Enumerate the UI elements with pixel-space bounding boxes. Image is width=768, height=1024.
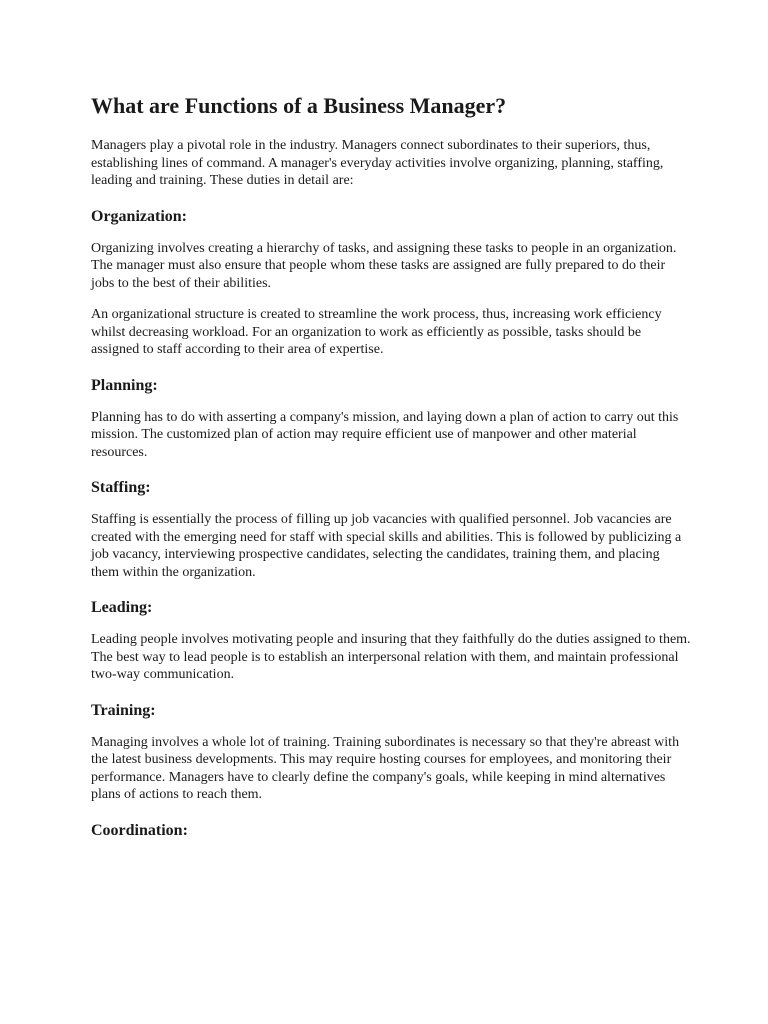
training-paragraph: Managing involves a whole lot of training. Training subordinates is necessary so that they're abreast with the latest business developments. This may require hosting courses for employees, and monitoring their performance. Managers have to clearly define the company's goals, while keeping in mind alternatives plans of actions to reach them. <box>91 734 680 802</box>
organization-paragraph-1: Organizing involves creating a hierarchy of tasks, and assigning these tasks to people in an organization. The manager must also ensure that people whom these tasks are assigned are fully prepared to do their jobs to the best of their abilities. <box>91 240 677 291</box>
section-heading-organization: Organization: <box>91 207 187 225</box>
section-heading-planning: Planning: <box>91 376 158 394</box>
section-heading-coordination: Coordination: <box>91 821 188 839</box>
section-heading-leading: Leading: <box>91 599 153 616</box>
document-page <box>91 92 691 854</box>
section-heading-training: Training: <box>91 701 156 719</box>
planning-paragraph: Planning has to do with asserting a company's mission, and laying down a plan of action to carry out this mission. The customized plan of action may require efficient use of manpower and other material resources. <box>91 409 679 460</box>
page-title: What are Functions of a Business Manager? <box>91 93 507 118</box>
staffing-paragraph: Staffing is essentially the process of filling up job vacancies with qualified personnel. Job vacancies are created with the emerging need for staff with special skills and abilities. This is followed by publicizing a job vacancy, interviewing prospective candidates, selecting the candidates, training them, and placing them within the organization. <box>91 512 682 580</box>
section-heading-staffing: Staffing: <box>91 479 151 496</box>
leading-paragraph: Leading people involves motivating people and insuring that they faithfully do the duties assigned to them. The best way to lead people is to establish an interpersonal relation with them, and maintain professional two-way communication. <box>91 632 691 682</box>
organization-paragraph-2: An organizational structure is created to streamline the work process, thus, increasing work efficiency whilst decreasing workload. For an organization to work as efficiently as possible, tasks should be assigned to staff according to their area of expertise. <box>91 307 662 357</box>
intro-paragraph: Managers play a pivotal role in the industry. Managers connect subordinates to their superiors, thus, establishing lines of command. A manager's everyday activities involve organizing, planning, staffing, leading and training. These duties in detail are: <box>91 138 664 188</box>
